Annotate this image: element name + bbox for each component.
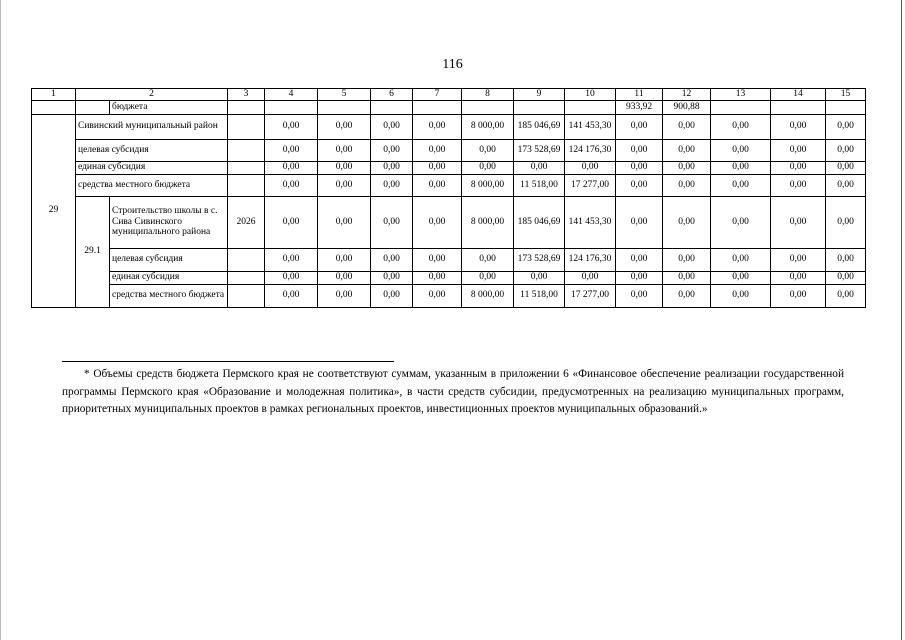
empty-cell [265, 100, 318, 114]
value-cell-col-5: 0,00 [318, 174, 371, 196]
row-label: бюджета [110, 100, 228, 114]
value-cell-col-4: 0,00 [265, 139, 318, 161]
scan-edge-right [901, 0, 902, 640]
value-cell-col-9: 11 518,00 [514, 284, 565, 307]
value-cell-col-4: 0,00 [265, 196, 318, 248]
value-cell-col-7: 0,00 [413, 196, 462, 248]
value-cell-col-11: 0,00 [616, 284, 663, 307]
header-cell: 2 [76, 89, 228, 101]
value-cell-col-11: 0,00 [616, 114, 663, 139]
value-cell-col-12: 0,00 [663, 284, 711, 307]
value-cell-col-13: 0,00 [711, 161, 771, 174]
empty-cell [462, 100, 514, 114]
value-cell-col-12: 900,88 [663, 100, 711, 114]
value-cell-col-7: 0,00 [413, 174, 462, 196]
value-cell-col-3 [228, 139, 265, 161]
value-cell-col-9: 0,00 [514, 161, 565, 174]
value-cell-col-14: 0,00 [771, 114, 826, 139]
value-cell-col-6: 0,00 [371, 161, 413, 174]
value-cell-col-9: 11 518,00 [514, 174, 565, 196]
header-cell: 14 [771, 89, 826, 101]
value-cell-col-9: 185 046,69 [514, 196, 565, 248]
value-cell-col-6: 0,00 [371, 284, 413, 307]
header-cell: 1 [32, 89, 76, 101]
value-cell-col-6: 0,00 [371, 248, 413, 271]
empty-cell [318, 100, 371, 114]
value-cell-col-14: 0,00 [771, 248, 826, 271]
value-cell-col-14: 0,00 [771, 161, 826, 174]
value-cell-col-12: 0,00 [663, 139, 711, 161]
empty-cell [514, 100, 565, 114]
value-cell-col-4: 0,00 [265, 271, 318, 284]
value-cell-col-12: 0,00 [663, 248, 711, 271]
value-cell-col-10: 141 453,30 [565, 196, 616, 248]
value-cell-col-8: 8 000,00 [462, 284, 514, 307]
row-label: целевая субсидия [110, 248, 228, 271]
value-cell-col-7: 0,00 [413, 271, 462, 284]
page-number: 116 [442, 57, 463, 72]
value-cell-col-5: 0,00 [318, 161, 371, 174]
value-cell-col-5: 0,00 [318, 196, 371, 248]
table-row [32, 248, 866, 271]
footnote-separator [62, 361, 394, 362]
value-cell-col-4: 0,00 [265, 161, 318, 174]
table-row [32, 114, 866, 139]
row-label: целевая субсидия [76, 139, 228, 161]
header-row [32, 89, 866, 101]
value-cell-col-14: 0,00 [771, 284, 826, 307]
value-cell-col-9: 173 528,69 [514, 248, 565, 271]
header-cell: 6 [371, 89, 413, 101]
empty-cell [32, 100, 76, 114]
empty-cell [371, 100, 413, 114]
table-row [32, 161, 866, 174]
value-cell-col-10: 17 277,00 [565, 174, 616, 196]
value-cell-col-15: 0,00 [826, 271, 866, 284]
value-cell-col-11: 0,00 [616, 161, 663, 174]
value-cell-col-14: 0,00 [771, 174, 826, 196]
value-cell-col-4: 0,00 [265, 114, 318, 139]
value-cell-col-8: 0,00 [462, 161, 514, 174]
value-cell-col-3 [228, 248, 265, 271]
row-number-29-1: 29.1 [76, 196, 110, 307]
empty-cell [228, 100, 265, 114]
header-cell: 9 [514, 89, 565, 101]
value-cell-col-13: 0,00 [711, 271, 771, 284]
header-cell: 8 [462, 89, 514, 101]
value-cell-col-6: 0,00 [371, 196, 413, 248]
header-cell: 12 [663, 89, 711, 101]
empty-cell [565, 100, 616, 114]
value-cell-col-4: 0,00 [265, 248, 318, 271]
value-cell-col-14: 0,00 [771, 196, 826, 248]
header-cell: 10 [565, 89, 616, 101]
value-cell-col-7: 0,00 [413, 284, 462, 307]
value-cell-col-7: 0,00 [413, 248, 462, 271]
value-cell-col-15: 0,00 [826, 248, 866, 271]
value-cell-col-14: 0,00 [771, 139, 826, 161]
value-cell-col-3 [228, 284, 265, 307]
value-cell-col-7: 0,00 [413, 161, 462, 174]
row-label: единая субсидия [76, 161, 228, 174]
value-cell-col-11: 0,00 [616, 196, 663, 248]
scan-edge-left [0, 0, 1, 640]
value-cell-col-3 [228, 161, 265, 174]
header-cell: 3 [228, 89, 265, 101]
row-label: средства местного бюджета [76, 174, 228, 196]
value-cell-col-8: 0,00 [462, 139, 514, 161]
value-cell-col-7: 0,00 [413, 139, 462, 161]
table-row [32, 284, 866, 307]
value-cell-col-7: 0,00 [413, 114, 462, 139]
value-cell-col-5: 0,00 [318, 139, 371, 161]
value-cell-col-3: 2026 [228, 196, 265, 248]
row-label: Сивинский муниципальный район [76, 114, 228, 139]
value-cell-col-6: 0,00 [371, 271, 413, 284]
table-row [32, 271, 866, 284]
table-row [32, 174, 866, 196]
value-cell-col-12: 0,00 [663, 271, 711, 284]
table-row [32, 139, 866, 161]
header-cell: 4 [265, 89, 318, 101]
header-cell: 13 [711, 89, 771, 101]
value-cell-col-15: 0,00 [826, 161, 866, 174]
value-cell-col-5: 0,00 [318, 284, 371, 307]
header-cell: 7 [413, 89, 462, 101]
value-cell-col-12: 0,00 [663, 161, 711, 174]
value-cell-col-10: 124 176,30 [565, 248, 616, 271]
value-cell-col-15: 0,00 [826, 174, 866, 196]
empty-cell [413, 100, 462, 114]
value-cell-col-11: 0,00 [616, 271, 663, 284]
value-cell-col-8: 8 000,00 [462, 196, 514, 248]
value-cell-col-10: 0,00 [565, 271, 616, 284]
value-cell-col-8: 8 000,00 [462, 174, 514, 196]
value-cell-col-10: 141 453,30 [565, 114, 616, 139]
table-row [32, 196, 866, 248]
value-cell-col-3 [228, 271, 265, 284]
value-cell-col-11: 0,00 [616, 174, 663, 196]
value-cell-col-6: 0,00 [371, 114, 413, 139]
value-cell-col-4: 0,00 [265, 174, 318, 196]
value-cell-col-15: 0,00 [826, 114, 866, 139]
row-label: Строительство школы в с. Сива Сивинского муниципального района [110, 196, 228, 248]
value-cell-col-10: 17 277,00 [565, 284, 616, 307]
value-cell-col-11: 0,00 [616, 248, 663, 271]
value-cell-col-9: 173 528,69 [514, 139, 565, 161]
value-cell-col-13: 0,00 [711, 248, 771, 271]
value-cell-col-15: 0,00 [826, 139, 866, 161]
value-cell-col-11: 933,92 [616, 100, 663, 114]
value-cell-col-13: 0,00 [711, 284, 771, 307]
value-cell-col-13: 0,00 [711, 174, 771, 196]
value-cell-col-13: 0,00 [711, 139, 771, 161]
empty-cell [76, 100, 110, 114]
value-cell-col-11: 0,00 [616, 139, 663, 161]
empty-cell [771, 100, 826, 114]
value-cell-col-8: 0,00 [462, 248, 514, 271]
row-label: единая субсидия [110, 271, 228, 284]
value-cell-col-13: 0,00 [711, 114, 771, 139]
value-cell-col-5: 0,00 [318, 271, 371, 284]
budget-table [31, 88, 866, 308]
header-cell: 11 [616, 89, 663, 101]
value-cell-col-15: 0,00 [826, 284, 866, 307]
value-cell-col-10: 124 176,30 [565, 139, 616, 161]
footnote: * Объемы средств бюджета Пермского края не соответствуют суммам, указанным в приложении 6 «Финансовое обеспечение реализации государственной программы Пермского края «Образование и молодежная политика», в части средств субсидии, предусмотренных на реализацию муниципальных программ, приоритетных муниципальных проектов в рамках региональных проектов, инвестиционных проектов муниципальных образований.» [62, 368, 844, 416]
value-cell-col-14: 0,00 [771, 271, 826, 284]
value-cell-col-6: 0,00 [371, 139, 413, 161]
header-cell: 15 [826, 89, 866, 101]
header-cell: 5 [318, 89, 371, 101]
value-cell-col-13: 0,00 [711, 196, 771, 248]
value-cell-col-6: 0,00 [371, 174, 413, 196]
value-cell-col-8: 8 000,00 [462, 114, 514, 139]
value-cell-col-9: 185 046,69 [514, 114, 565, 139]
value-cell-col-15: 0,00 [826, 196, 866, 248]
value-cell-col-5: 0,00 [318, 248, 371, 271]
value-cell-col-3 [228, 174, 265, 196]
row-label: средства местного бюджета [110, 284, 228, 307]
empty-cell [711, 100, 771, 114]
value-cell-col-12: 0,00 [663, 174, 711, 196]
empty-cell [826, 100, 866, 114]
value-cell-col-12: 0,00 [663, 114, 711, 139]
value-cell-col-8: 0,00 [462, 271, 514, 284]
value-cell-col-5: 0,00 [318, 114, 371, 139]
row-number-29: 29 [32, 114, 76, 307]
value-cell-col-3 [228, 114, 265, 139]
value-cell-col-4: 0,00 [265, 284, 318, 307]
value-cell-col-9: 0,00 [514, 271, 565, 284]
table-row [32, 100, 866, 114]
value-cell-col-10: 0,00 [565, 161, 616, 174]
value-cell-col-12: 0,00 [663, 196, 711, 248]
